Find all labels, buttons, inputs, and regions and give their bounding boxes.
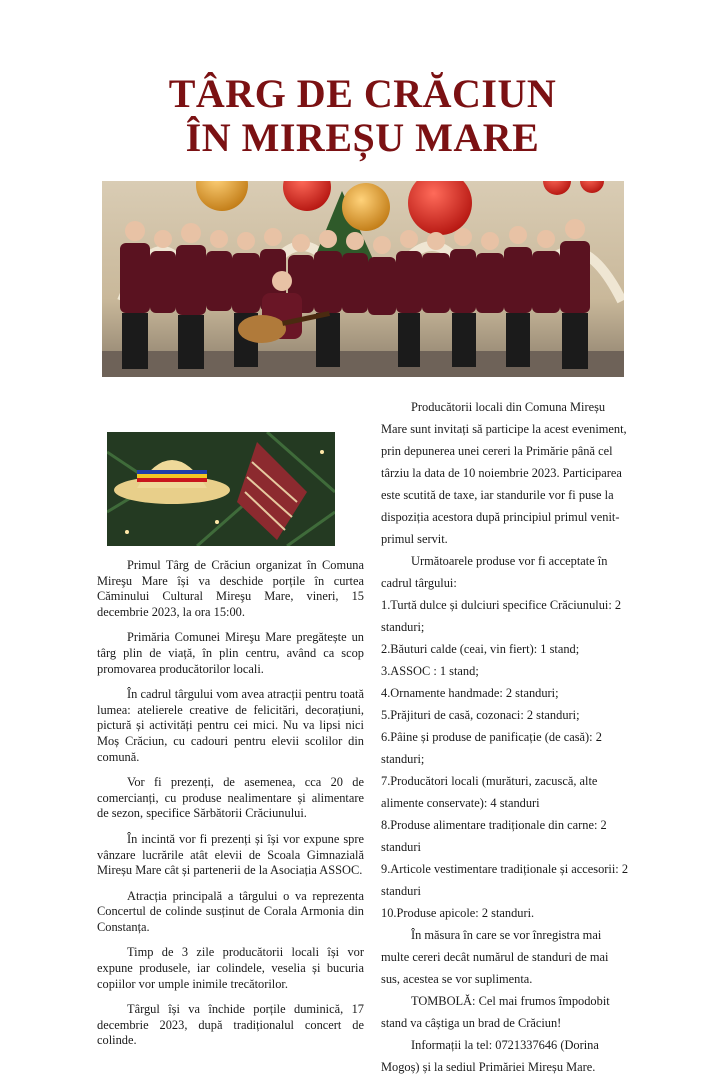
- paragraph: Târgul își va închide porțile duminică, 17 decembrie 2023, după tradiționalul concert de colinde.: [97, 1002, 364, 1048]
- tricolor-ribbon: [137, 470, 207, 474]
- title-line-2: ÎN MIREȘU MARE: [185, 115, 540, 160]
- guitar-icon: [238, 315, 286, 343]
- products-list-intro: Următoarele produse vor fi acceptate în cadrul târgului:: [381, 554, 608, 590]
- paragraph: Primul Târg de Crăciun organizat în Comuna Mireşu Mare își va deschide porțile în curtea Căminului Cultural Mireşu Mare, vineri, 15 decembrie 2023, la ora 15:00.: [97, 558, 364, 619]
- choir-photo: [102, 181, 624, 377]
- producers-invitation: Producătorii locali din Comuna Mireșu Mare sunt invitați să participe la acest eveniment, prin depunerea unei cereri la Primărie până cel târziu la data de 10 noiembrie 2023. Participarea este scutită de taxe, iar standurile vor fi puse la dispoziția acestora după principiul primul venit-primul servit.: [381, 400, 627, 546]
- paragraph: În cadrul târgului vom avea atracții pentru toată lumea: atelierele creative de felicitări, decorațiuni, pictură și activități pentru cei mici. Nu va lipsi nici Moș Crăciun, cu cadouri pentru elevii scolilor din comună.: [97, 687, 364, 764]
- list-item: 10.Produse apicole: 2 standuri.: [381, 906, 535, 920]
- list-item: 4.Ornamente handmade: 2 standuri;: [381, 686, 559, 700]
- list-item: 8.Produse alimentare tradiționale din carne: 2 standuri: [381, 818, 607, 854]
- paragraph: Atracția principală a târgului o va reprezenta Concertul de colinde susținut de Corala Armonia din Constanța.: [97, 888, 364, 934]
- gold-ornament-icon: [342, 183, 390, 231]
- right-article-column: [381, 396, 629, 1078]
- left-article-column: [97, 558, 364, 1059]
- list-item: 2.Băuturi calde (ceai, vin fiert): 1 stand;: [381, 642, 580, 656]
- list-item: 3.ASSOC : 1 stand;: [381, 664, 479, 678]
- tombola-note: TOMBOLĂ: Cel mai frumos împodobit stand va câștiga un brad de Crăciun!: [381, 994, 610, 1030]
- products-list: [381, 594, 629, 924]
- list-item: 6.Pâine și produse de panificație (de casă): 2 standuri;: [381, 730, 602, 766]
- page-title: [0, 72, 725, 160]
- list-item: 1.Turtă dulce și dulciuri specifice Crăciunului: 2 standuri;: [381, 598, 622, 634]
- extra-stands-note: În măsura în care se vor înregistra mai multe cereri decât numărul de standuri de mai sus, acestea se vor suplimenta.: [381, 928, 609, 986]
- contact-info: Informații la tel: 0721337646 (Dorina Mogoș) și la sediul Primăriei Mireșu Mare.: [381, 1038, 599, 1074]
- decor-photo: [107, 432, 335, 546]
- title-line-1: TÂRG DE CRĂCIUN: [168, 71, 557, 116]
- paragraph: Timp de 3 zile producătorii locali își vor expune produsele, iar colindele, veselia și bucuria copiilor vor umple inimile trecătorilor.: [97, 945, 364, 991]
- list-item: 9.Articole vestimentare tradiționale și accesorii: 2 standuri: [381, 862, 629, 898]
- paragraph: În incintă vor fi prezenți și își vor expune spre vânzare lucrările atât elevii de Scoala Gimnazială Mireșu Mare cât și partenerii de la Asociația ASSOC.: [97, 831, 364, 878]
- list-item: 7.Producători locali (murături, zacuscă, alte alimente conservate): 4 standuri: [381, 774, 598, 810]
- paragraph: Primăria Comunei Mireşu Mare pregătește un târg plin de viață, în plin centru, având ca scop promovarea producătorilor locali.: [97, 630, 364, 676]
- paragraph: Vor fi prezenți, de asemenea, cca 20 de comercianți, cu produse nealimentare și alimentare de sezon, specifice Sărbătorii Crăciunului.: [97, 775, 364, 821]
- list-item: 5.Prăjituri de casă, cozonaci: 2 standuri;: [381, 708, 580, 722]
